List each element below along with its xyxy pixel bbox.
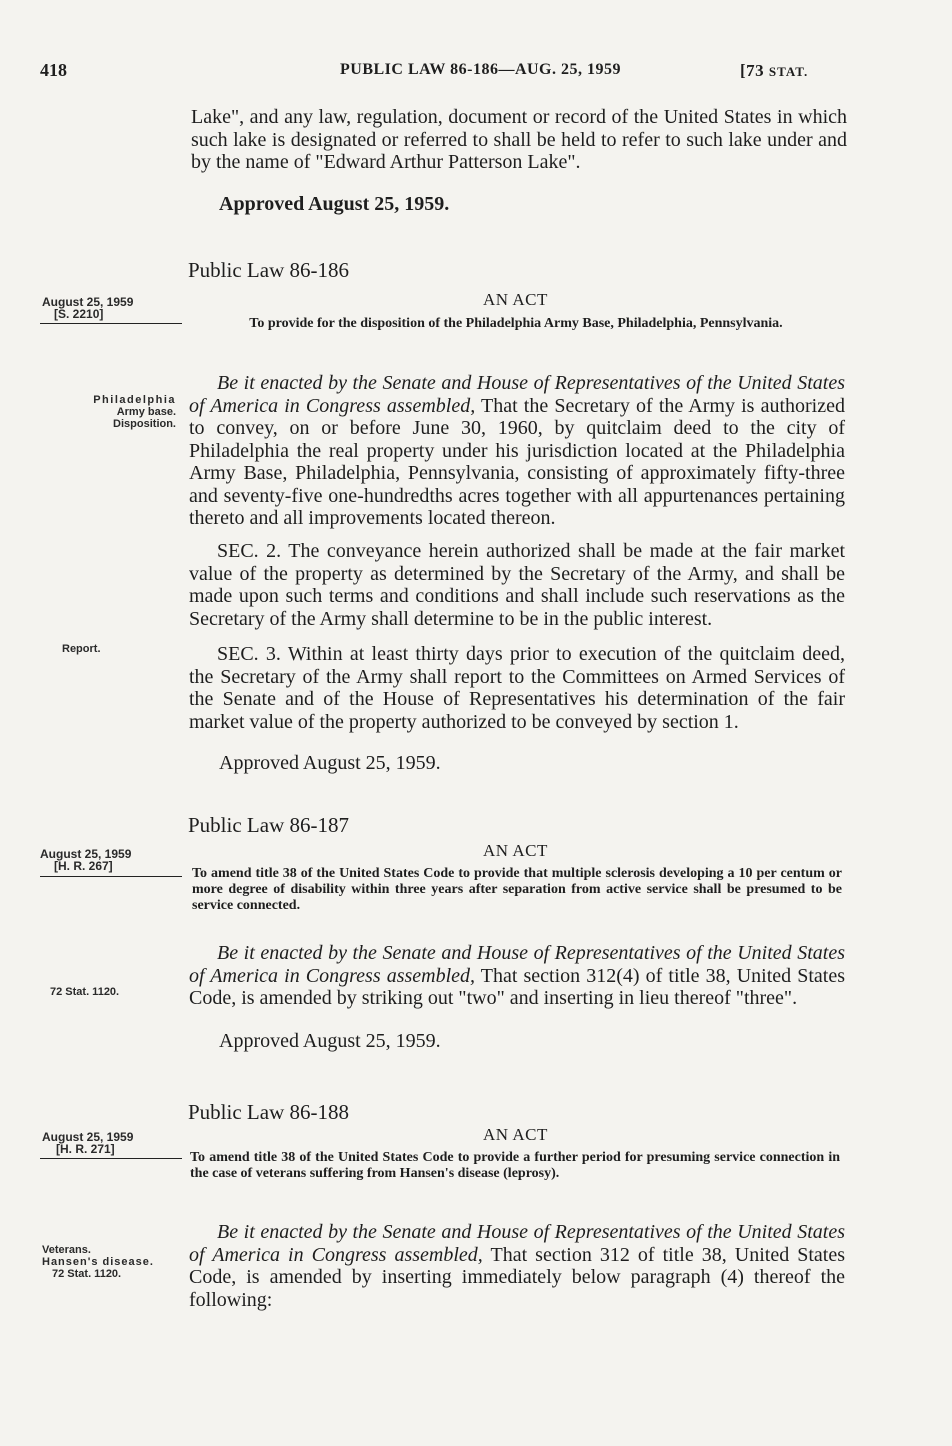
continuation-text: Lake", and any law, regulation, document or record of the United States in which such lake is designated or referred to shall be held to refer to such lake under and by the name of "Edward Arthur Patterson Lake". (191, 106, 847, 173)
running-head: PUBLIC LAW 86-186—AUG. 25, 1959 (340, 61, 621, 78)
margin-date: August 25, 1959 (40, 847, 132, 861)
section-1-86-186 (189, 372, 845, 530)
section-1-86-188 (189, 1221, 845, 1311)
approved-86-187: Approved August 25, 1959. (219, 1030, 441, 1052)
margin-bill: [H. R. 271] (56, 1142, 115, 1156)
margin-bill: [S. 2210] (54, 307, 104, 321)
section-1-86-187 (189, 942, 845, 1010)
continuation-approved: Approved August 25, 1959. (219, 193, 450, 215)
margin-bill: [H. R. 267] (54, 859, 113, 873)
margin-date-86-188 (42, 1131, 182, 1155)
margin-date-86-186 (42, 296, 182, 320)
margin-note: 72 Stat. 1120. (52, 1268, 122, 1280)
margin-rule (40, 323, 182, 324)
margin-note: Veterans. (42, 1244, 91, 1256)
act-label-86-186: AN ACT (483, 290, 548, 309)
act-label-86-188: AN ACT (483, 1125, 548, 1144)
margin-notes-philadelphia (46, 394, 176, 430)
volume-ref (740, 61, 808, 81)
section-text: That the Secretary of the Army is authorized to convey, on or before June 30, 1960, by quitclaim deed to the city of Philadelphia the real property under his jurisdiction located at the Philadelphia Army Base, Philadelphia, Pennsylvania, consisting of approximately fifty-three and seventy-five one-hundredths acres together with all appurtenances pertaining thereto and all improvements located thereon. (189, 394, 845, 529)
approved-86-186: Approved August 25, 1959. (219, 752, 441, 774)
section-text: That section 312 of title 38, United States Code, is amended by inserting immediately below paragraph (4) thereof the following: (189, 1243, 846, 1311)
purpose-86-188: To amend title 38 of the United States Code to provide a further period for presuming service connection in the case of veterans suffering from Hansen's disease (leprosy). (190, 1150, 840, 1181)
margin-note: Hansen's disease. (42, 1256, 154, 1268)
volume-number: [73 (740, 61, 765, 80)
margin-note: Philadelphia (93, 394, 176, 406)
law-title-86-186: Public Law 86-186 (188, 258, 349, 282)
margin-rule (40, 1158, 182, 1159)
margin-notes-veterans (42, 1244, 182, 1280)
margin-note: Disposition. (113, 418, 176, 430)
margin-note-report: Report. (62, 643, 101, 655)
margin-rule (40, 876, 182, 877)
purpose-86-187: To amend title 38 of the United States Code to provide that multiple sclerosis developing a 10 per centum or more degree of disability within three years after separation from active service shall be presumed to be service connected. (192, 866, 842, 913)
enacting-clause: Be it enacted by the Senate and House of Representatives of the United States of America in Congress assembled, (189, 942, 845, 987)
purpose-86-186: To provide for the disposition of the Philadelphia Army Base, Philadelphia, Pennsylvania. (249, 316, 783, 331)
enacting-clause: Be it enacted by the Senate and House of Representatives of the United States of America in Congress assembled, (189, 1221, 845, 1266)
section-3-86-186: SEC. 3. Within at least thirty days prior to execution of the quitclaim deed, the Secretary of the Army shall report to the Committees on Armed Services of the Senate and of the House of Representatives his determination of the fair market value of the property authorized to be conveyed by section 1. (189, 643, 845, 733)
margin-date-86-187 (40, 848, 180, 872)
enacting-clause: Be it enacted by the Senate and House of Representatives of the United States of America in Congress assembled, (189, 372, 845, 417)
volume-abbrev: STAT. (768, 64, 809, 79)
section-2-86-186: SEC. 2. The conveyance herein authorized shall be made at the fair market value of the property as determined by the Secretary of the Army, and shall be made upon such terms and conditions and shall include such reservations as the Secretary of the Army shall determine to be in the public interest. (189, 540, 845, 630)
section-text: That section 312(4) of title 38, United States Code, is amended by striking out "two" and inserting in lieu thereof "three". (189, 964, 846, 1009)
page-number: 418 (40, 60, 67, 80)
margin-note: Army base. (116, 406, 176, 418)
margin-note-stat-86-187: 72 Stat. 1120. (50, 986, 120, 998)
margin-date: August 25, 1959 (42, 295, 134, 309)
law-title-86-188: Public Law 86-188 (188, 1100, 349, 1124)
margin-date: August 25, 1959 (42, 1130, 134, 1144)
law-title-86-187: Public Law 86-187 (188, 813, 349, 837)
act-label-86-187: AN ACT (483, 841, 548, 860)
